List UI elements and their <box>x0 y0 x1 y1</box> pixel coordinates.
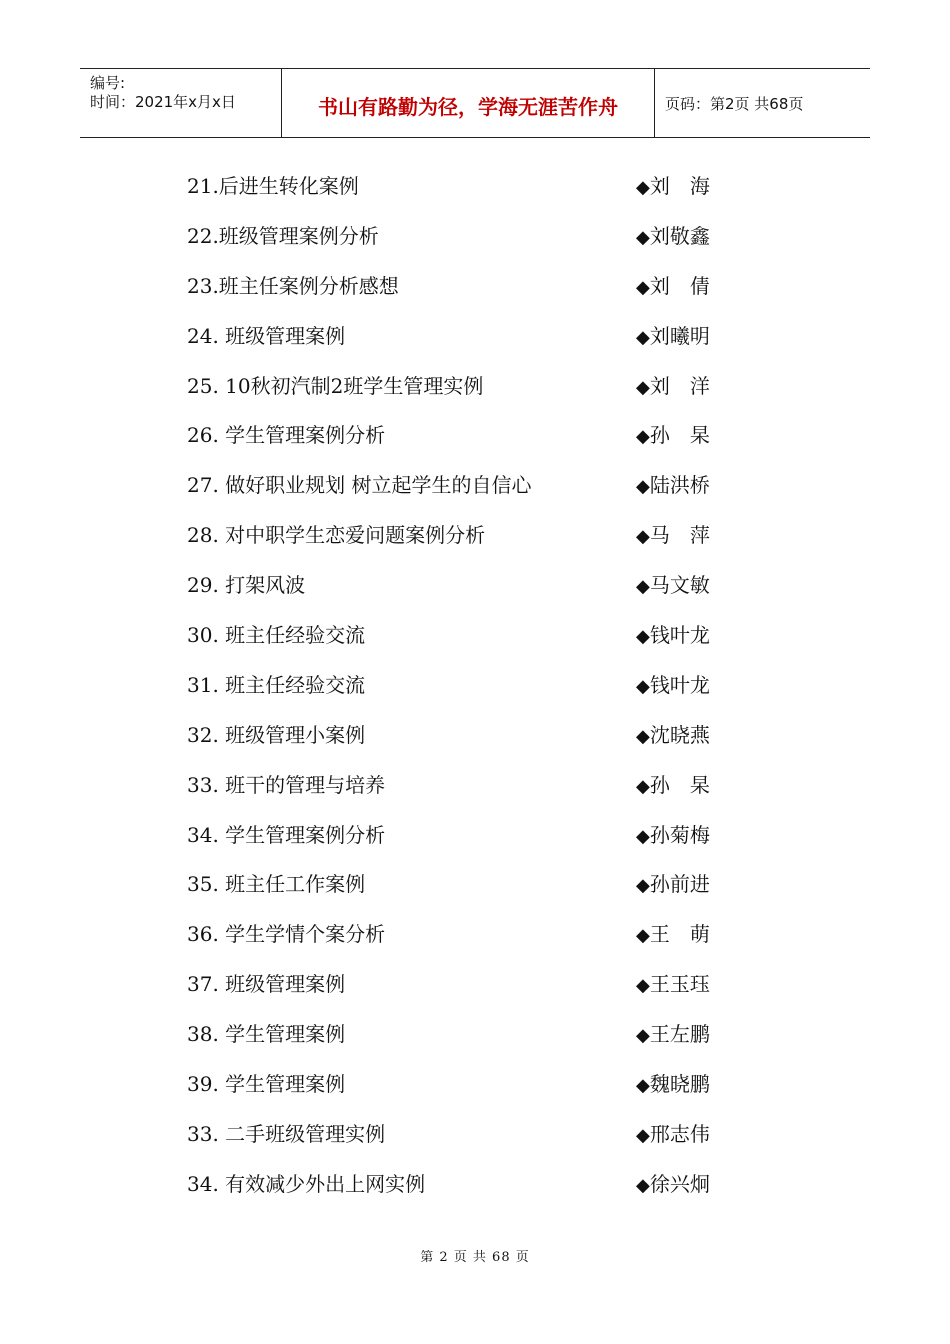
list-item <box>0 509 950 559</box>
diamond-bullet-icon: ◆ <box>636 526 650 548</box>
diamond-bullet-icon: ◆ <box>636 1025 650 1047</box>
entry-title: 23.班主任案例分析感想 <box>187 273 399 298</box>
list-item <box>0 160 950 210</box>
entry-title: 33. 二手班级管理实例 <box>187 1121 386 1146</box>
entry-author <box>636 769 710 798</box>
diamond-bullet-icon: ◆ <box>636 1124 650 1146</box>
entry-title: 29. 打架风波 <box>187 573 306 598</box>
entry-author <box>636 968 710 997</box>
document-date-label: 时间：2021年x月x日 <box>90 93 236 111</box>
entry-title: 35. 班主任工作案例 <box>187 872 366 897</box>
entry-author <box>636 320 710 349</box>
header-motto: 书山有路勤为径，学海无涯苦作舟 <box>318 95 618 119</box>
entry-author <box>636 918 710 947</box>
entry-author <box>636 469 710 498</box>
entry-author <box>636 1018 710 1047</box>
diamond-bullet-icon: ◆ <box>636 326 650 348</box>
diamond-bullet-icon: ◆ <box>636 1075 650 1097</box>
list-item <box>0 809 950 859</box>
table-of-contents <box>0 160 950 1208</box>
list-item <box>0 1008 950 1058</box>
entry-title: 32. 班级管理小案例 <box>187 722 366 747</box>
entry-author-name: 孙前进 <box>649 872 710 897</box>
entry-title: 28. 对中职学生恋爱问题案例分析 <box>187 523 486 548</box>
entry-title: 26. 学生管理案例分析 <box>187 423 386 448</box>
entry-author <box>636 220 710 249</box>
entry-author <box>636 519 710 548</box>
entry-author-name: 徐兴炯 <box>649 1171 710 1196</box>
diamond-bullet-icon: ◆ <box>636 626 650 648</box>
diamond-bullet-icon: ◆ <box>636 1174 650 1196</box>
entry-author <box>636 868 710 897</box>
header-page-cell <box>655 69 870 137</box>
diamond-bullet-icon: ◆ <box>636 675 650 697</box>
entry-author-name: 王 萌 <box>649 922 710 947</box>
entry-author-name: 马 萍 <box>649 523 710 548</box>
entry-author <box>636 370 710 399</box>
diamond-bullet-icon: ◆ <box>636 925 650 947</box>
entry-author-name: 刘敬鑫 <box>649 223 710 248</box>
entry-author <box>636 1118 710 1147</box>
entry-title: 21.后进生转化案例 <box>187 174 359 198</box>
entry-author-name: 钱叶龙 <box>649 623 710 648</box>
list-item <box>0 709 950 759</box>
entry-author-name: 沈晓燕 <box>649 722 710 747</box>
entry-author-name: 钱叶龙 <box>649 672 710 697</box>
entry-title: 22.班级管理案例分析 <box>187 223 379 248</box>
list-item <box>0 310 950 360</box>
entry-author-name: 陆洪桥 <box>649 473 710 498</box>
entry-author-name: 魏晓鹏 <box>649 1072 710 1097</box>
entry-title: 31. 班主任经验交流 <box>187 672 366 697</box>
page-header <box>80 68 870 138</box>
list-item <box>0 360 950 410</box>
list-item <box>0 958 950 1008</box>
entry-author-name: 孙菊梅 <box>649 822 710 847</box>
entry-author <box>636 1068 710 1097</box>
entry-title: 24. 班级管理案例 <box>187 323 346 348</box>
entry-author <box>636 170 710 199</box>
entry-title: 37. 班级管理案例 <box>187 972 346 997</box>
entry-author-name: 刘 洋 <box>649 373 710 398</box>
entry-title: 34. 有效减少外出上网实例 <box>187 1171 426 1196</box>
list-item <box>0 1108 950 1158</box>
list-item <box>0 759 950 809</box>
entry-title: 33. 班干的管理与培养 <box>187 772 386 797</box>
entry-author <box>636 719 710 748</box>
list-item <box>0 559 950 609</box>
diamond-bullet-icon: ◆ <box>636 975 650 997</box>
entry-author <box>636 819 710 848</box>
list-item <box>0 260 950 310</box>
entry-author-name: 孙 杲 <box>649 772 710 797</box>
diamond-bullet-icon: ◆ <box>636 775 650 797</box>
diamond-bullet-icon: ◆ <box>636 576 650 598</box>
diamond-bullet-icon: ◆ <box>636 875 650 897</box>
entry-title: 34. 学生管理案例分析 <box>187 822 386 847</box>
list-item <box>0 210 950 260</box>
entry-author-name: 邢志伟 <box>649 1121 710 1146</box>
diamond-bullet-icon: ◆ <box>636 376 650 398</box>
list-item <box>0 609 950 659</box>
diamond-bullet-icon: ◆ <box>636 725 650 747</box>
diamond-bullet-icon: ◆ <box>636 426 650 448</box>
entry-author <box>636 569 710 598</box>
header-page-info: 页码：第2页 共68页 <box>665 95 804 113</box>
entry-author <box>636 270 710 299</box>
entry-author-name: 孙 杲 <box>649 423 710 448</box>
list-item <box>0 409 950 459</box>
entry-title: 36. 学生学情个案分析 <box>187 922 386 947</box>
diamond-bullet-icon: ◆ <box>636 825 650 847</box>
entry-author-name: 马文敏 <box>649 573 710 598</box>
header-meta-cell <box>80 69 282 137</box>
document-number-label: 编号: <box>90 74 126 92</box>
list-item <box>0 659 950 709</box>
list-item <box>0 459 950 509</box>
entry-title: 27. 做好职业规划 树立起学生的自信心 <box>187 473 532 498</box>
diamond-bullet-icon: ◆ <box>636 226 650 248</box>
list-item <box>0 858 950 908</box>
list-item <box>0 1058 950 1108</box>
entry-author-name: 刘曦明 <box>649 323 710 348</box>
list-item <box>0 1158 950 1208</box>
entry-author <box>636 619 710 648</box>
diamond-bullet-icon: ◆ <box>636 177 650 198</box>
entry-author <box>636 1168 710 1197</box>
list-item <box>0 908 950 958</box>
entry-title: 30. 班主任经验交流 <box>187 623 366 648</box>
diamond-bullet-icon: ◆ <box>636 276 650 298</box>
entry-title: 38. 学生管理案例 <box>187 1022 346 1047</box>
entry-title: 39. 学生管理案例 <box>187 1072 346 1097</box>
entry-author-name: 刘 海 <box>649 174 710 198</box>
header-motto-cell <box>282 69 655 137</box>
entry-author-name: 王左鹏 <box>649 1022 710 1047</box>
entry-title: 25. 10秋初汽制2班学生管理实例 <box>187 373 484 398</box>
page-footer: 第 2 页 共 68 页 <box>420 1250 530 1265</box>
entry-author <box>636 669 710 698</box>
diamond-bullet-icon: ◆ <box>636 476 650 498</box>
entry-author-name: 王玉珏 <box>649 972 710 997</box>
entry-author-name: 刘 倩 <box>649 273 710 298</box>
entry-author <box>636 419 710 448</box>
